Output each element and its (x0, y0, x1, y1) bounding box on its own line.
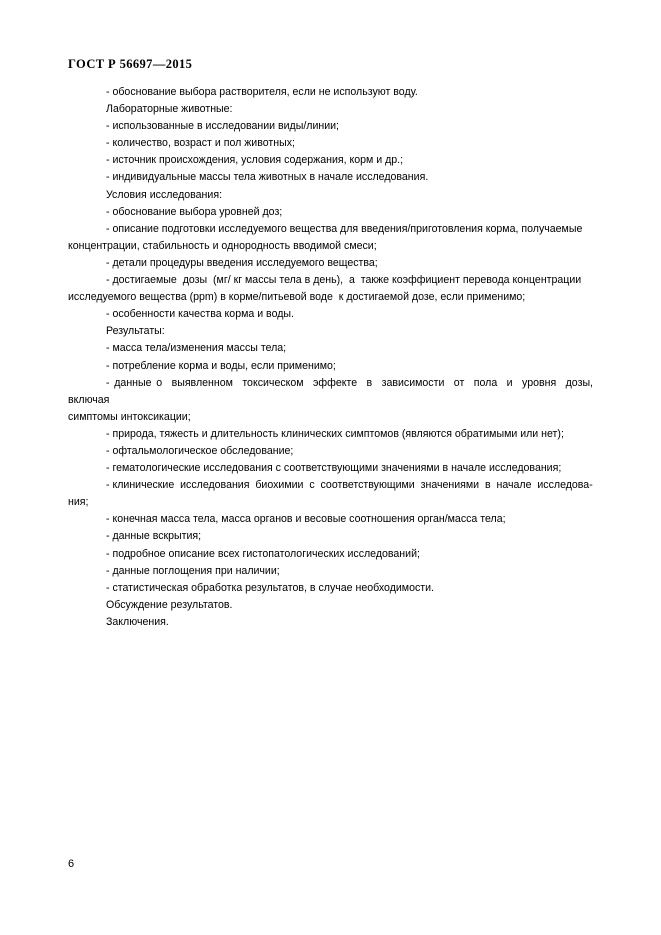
document-line: - источник происхождения, условия содержания, корм и др.; (106, 154, 404, 167)
document-line: Обсуждение результатов. (106, 598, 233, 611)
document-line: - описание подготовки исследуемого вещества для введения/приготовления корма, получаемые (106, 222, 583, 235)
document-line: - подробное описание всех гистопатологических исследований; (106, 547, 420, 560)
document-line: концентрации, стабильность и однородность вводимой смеси; (68, 239, 377, 252)
document-line: - конечная масса тела, масса органов и весовые соотношения орган/масса тела; (106, 513, 506, 526)
document-line: - особенности качества корма и воды. (106, 308, 294, 321)
document-line: - данные вскрытия; (106, 530, 202, 543)
document-line: - потребление корма и воды, если применимо; (106, 359, 336, 372)
document-line: симптомы интоксикации; (68, 410, 191, 423)
document-body (68, 84, 599, 631)
document-line: - обоснование выбора растворителя, если не используют воду. (106, 86, 418, 98)
document-line: - офтальмологическое обследование; (106, 444, 294, 457)
document-line: - данные о выявленном токсическом эффекте в зависимости от пола и уровня дозы, включая (68, 376, 599, 406)
document-line: - индивидуальные массы тела животных в начале исследования. (106, 171, 429, 184)
document-line: - достигаемые дозы (мг/ кг массы тела в день), а также коэффициент перевода концентрации (106, 274, 582, 287)
document-line: - детали процедуры введения исследуемого вещества; (106, 256, 378, 269)
document-line: - обоснование выбора уровней доз; (106, 205, 283, 218)
document-line: - масса тела/изменения массы тела; (106, 342, 287, 355)
document-line: - данные поглощения при наличии; (106, 564, 280, 577)
document-line: - клинические исследования биохимии с соответствующими значениями в начале исследова- (106, 479, 593, 492)
document-line: - использованные в исследовании виды/линии; (106, 120, 339, 133)
document-line: - природа, тяжесть и длительность клинических симптомов (являются обратимыми или нет); (106, 427, 564, 440)
document-standard-header: ГОСТ Р 56697—2015 (68, 57, 193, 71)
document-line: Лабораторные животные: (106, 103, 233, 116)
page-number: 6 (68, 858, 75, 870)
document-line: - гематологические исследования с соответствующими значениями в начале исследования; (106, 462, 562, 475)
document-line: Результаты: (106, 325, 165, 338)
document-line: - количество, возраст и пол животных; (106, 137, 295, 150)
document-line: Заключения. (106, 615, 169, 628)
document-line: Условия исследования: (106, 188, 223, 201)
document-line: - статистическая обработка результатов, в случае необходимости. (106, 581, 434, 594)
document-line: ния; (68, 496, 89, 509)
document-line: исследуемого вещества (ppm) в корме/питьевой воде к достигаемой дозе, если применимо; (68, 291, 526, 304)
